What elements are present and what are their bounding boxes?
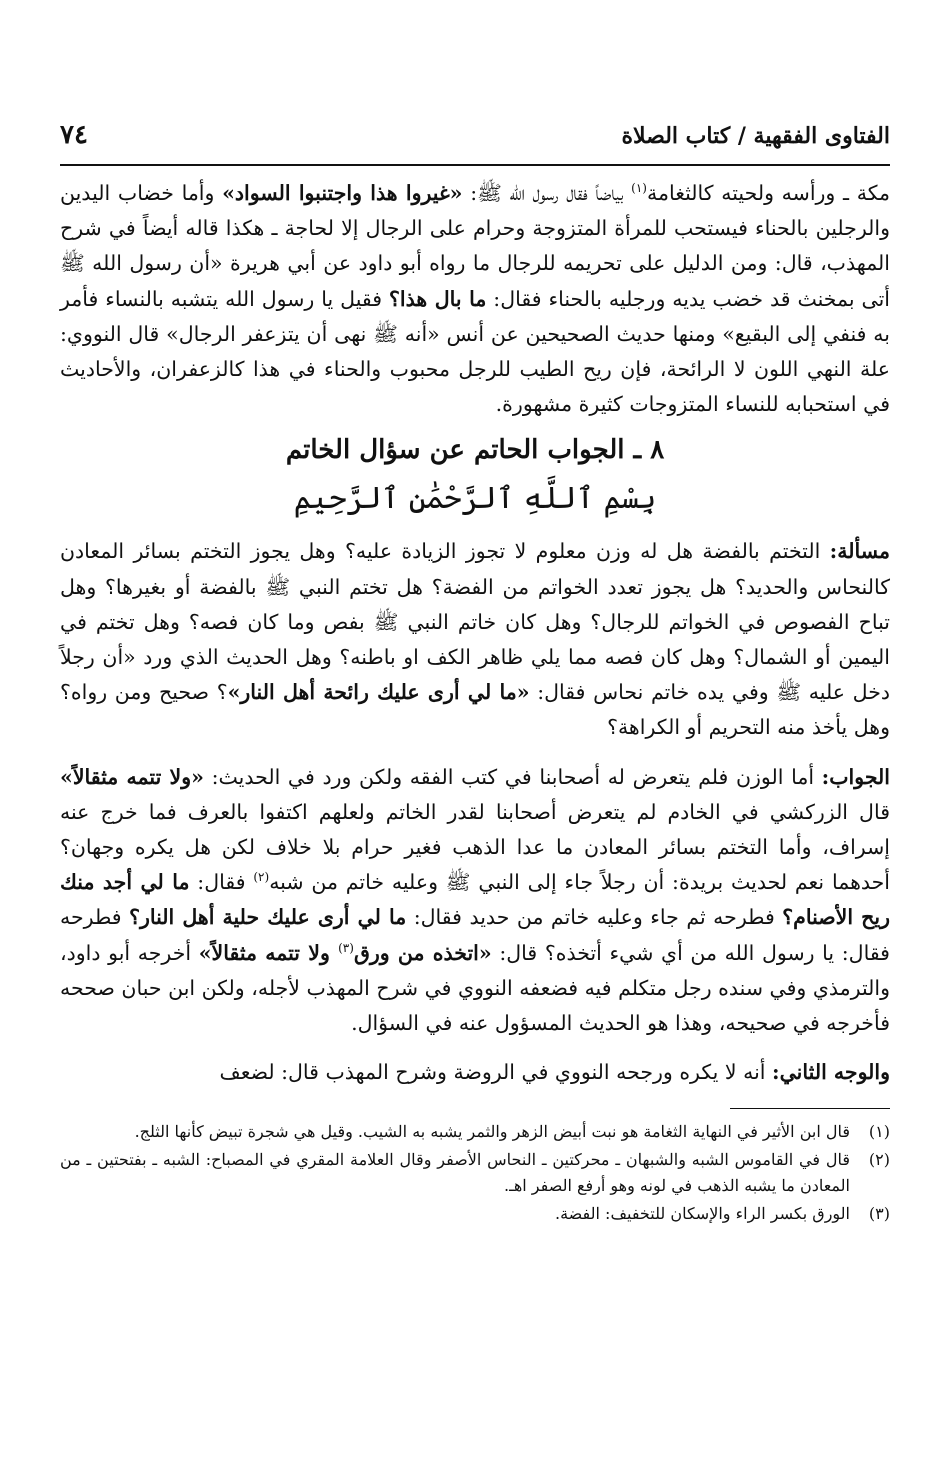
- page-header: [60, 120, 890, 166]
- second-view-paragraph: والوجه الثاني: أنه لا يكره ورجحه النووي في الروضة وشرح المهذب قال: لضعف: [219, 1060, 890, 1085]
- question-paragraph: مسألة: التختم بالفضة هل له وزن معلوم لا تجوز الزيادة عليه؟ وهل يجوز التختم بسائر المعادن كالنحاس والحديد؟ هل يجوز تعدد الخواتم من الفضة؟ هل تختم النبي ﷺ بالفضة أو بغيرها؟ وهل تباح الفصوص في الخواتم للرجال؟ وهل كان خاتم النبي ﷺ بفص وما كان فصه؟ وهل تختم في اليمين أو الشمال؟ وهل كان فصه مما يلي ظاهر الكف او باطنه؟ وهل الحديث الذي ورد «أن رجلاً دخل عليه ﷺ وفي يده خاتم نحاس فقال: «ما لي أرى عليك رائحة أهل النار»؟ صحيح ومن رواه؟ وهل يأخذ منه التحريم أو الكراهة؟: [60, 539, 890, 740]
- footnote: (٢) قال في القاموس الشبه والشبهان ـ محركتين ـ النحاس الأصفر وقال العلامة المقري في المصباح: الشبه ـ بفتحتين ـ من المعادن ما يشبه الذهب في لونه وهو أرفع الصفر اهـ.: [60, 1150, 890, 1196]
- footnote-ref-1: (١): [631, 181, 647, 196]
- answer-paragraph: الجواب: أما الوزن فلم يتعرض له أصحابنا في كتب الفقه ولكن ورد في الحديث: «ولا تتمه مثقالاً» قال الزركشي في الخادم لم يتعرض أصحابنا لقدر الخاتم ولعلهم اكتفوا بالعرف فما خرج عنه إسراف، وأما التختم بسائر المعادن ما عدا الذهب فغير حرام بلا خلاف لكن هل يكره وجهان؟ أحدهما نعم لحديث بريدة: أن رجلاً جاء إلى النبي ﷺ وعليه خاتم من شبه$^{(٢)}$ فقال: ما لي أجد منك ريح الأصنام؟ فطرحه ثم جاء وعليه خاتم من حديد فقال: ما لي أرى عليك حلية أهل النار؟ فطرحه فقال: يا رسول الله من أي شيء أتخذه؟ قال: «اتخذه من ورق$^{(٣)}$ ولا تتمه مثقالاً» أخرجه أبو داود، والترمذي وفي سنده رجل متكلم فيه فضعفه النووي في شرح المهذب لأجله، ولكن ابن حبان صححه فأخرجه في صحيحه، وهذا هو الحديث المسؤول عنه في السؤال.: [60, 764, 891, 1036]
- question-label: مسألة:: [829, 539, 890, 564]
- section-title: ٨ ـ الجواب الحاتم عن سؤال الخاتم: [285, 435, 665, 466]
- footnote-ref-2: (٢): [253, 870, 270, 885]
- page-number: ٧٤: [60, 120, 88, 150]
- running-title: الفتاوى الفقهية / كتاب الصلاة: [621, 123, 890, 149]
- footnote-ref-3: (٣): [338, 940, 354, 955]
- second-view-label: والوجه الثاني:: [772, 1060, 890, 1085]
- footnote-divider: [730, 1108, 890, 1109]
- page-body: [60, 176, 890, 1227]
- answer-label: الجواب:: [821, 764, 890, 789]
- paragraph-intro: مكة ـ ورأسه ولحيته كالثغامة$^{(١)}$ بياضاً فقال رسول الله ﷺ: «غيروا هذا واجتنبوا السواد» وأما خضاب اليدين والرجلين بالحناء فيستحب للمرأة المتزوجة وحرام على الرجال إلا لحاجة ـ هكذا قاله أيضاً في شرح المهذب، قال: ومن الدليل على تحريمه للرجال ما رواه أبو داود عن أبي هريرة «أن رسول الله ﷺ أتى بمخنث قد خضب يديه ورجليه بالحناء فقال: ما بال هذا؟ فقيل يا رسول الله يتشبه بالنساء فأمر به فنفي إلى البقيع» ومنها حديث الصحيحين عن أنس «أنه ﷺ نهى أن يتزعفر الرجال» قال النووي: علة النهي اللون لا الرائحة، فإن ريح الطيب للرجل محبوب والحناء في هذا كالزعفران، والأحاديث في استحبابه للنساء المتزوجات كثيرة مشهورة.: [60, 181, 890, 417]
- footnote: (٣) الورق بكسر الراء والإسكان للتخفيف: الفضة.: [555, 1204, 890, 1224]
- footnote: (١) قال ابن الأثير في النهاية الثغامة هو نبت أبيض الزهر والثمر يشبه به الشيب. وقيل هي شجرة تبيض كأنها الثلج.: [134, 1122, 890, 1142]
- book-page: [60, 120, 890, 1229]
- basmala: بِسْمِ ٱللَّهِ ٱلرَّحْمَٰنِ ٱلرَّحِيمِ: [293, 481, 657, 517]
